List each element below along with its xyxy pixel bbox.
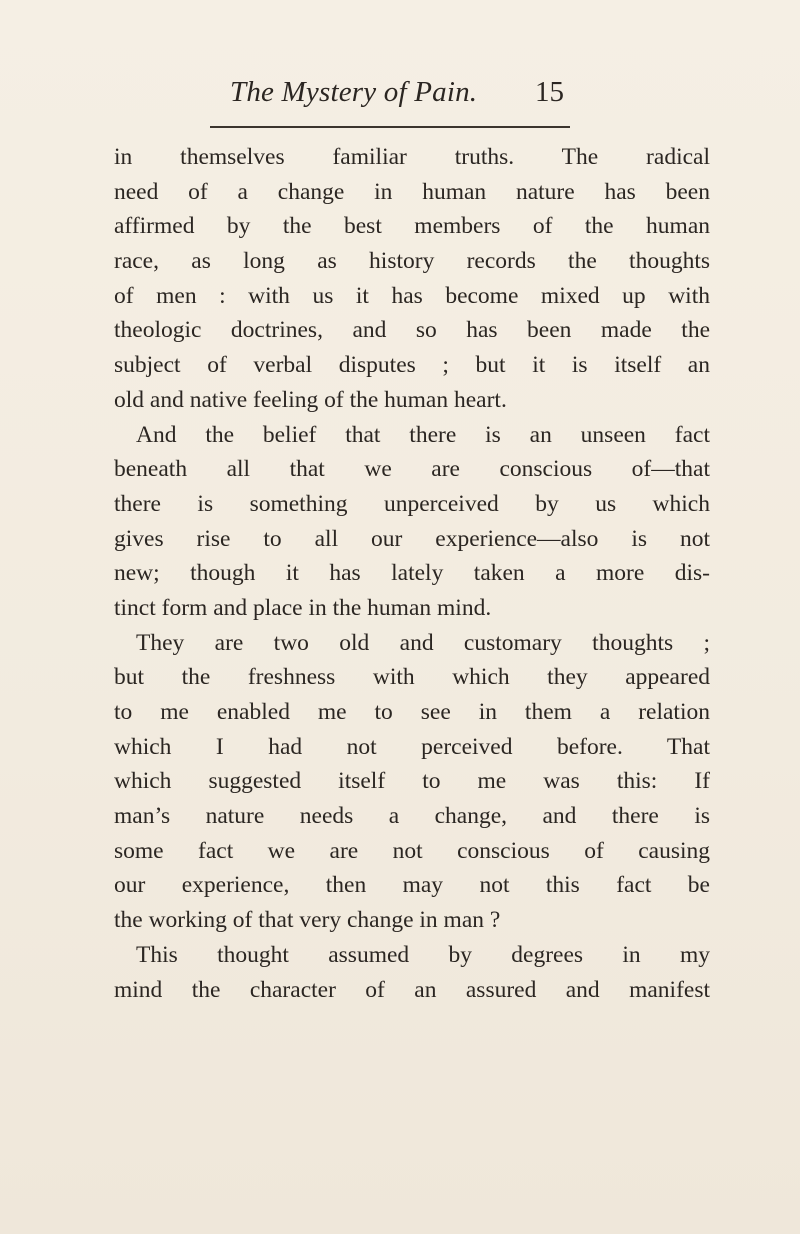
page-number: 15 xyxy=(535,76,564,108)
text-line: new; though it has lately taken a more dis- xyxy=(114,560,710,587)
text-line: theologic doctrines, and so has been made the xyxy=(114,317,710,344)
text-line: And the belief that there is an unseen fact xyxy=(136,421,710,448)
text-line: This thought assumed by degrees in my xyxy=(136,941,710,968)
body-text xyxy=(114,140,710,1007)
text-line: need of a change in human nature has been xyxy=(114,178,710,205)
text-line: to me enabled me to see in them a relation xyxy=(114,699,710,725)
text-line: mind the character of an assured and manifest xyxy=(114,976,710,1003)
text-line: gives rise to all our experience—also is not xyxy=(114,525,710,552)
text-line: which suggested itself to me was this: If xyxy=(114,768,710,795)
text-line: old and native feeling of the human heart. xyxy=(114,386,507,413)
text-line: some fact we are not conscious of causing xyxy=(114,837,710,864)
text-line: tinct form and place in the human mind. xyxy=(114,594,492,621)
running-head: The Mystery of Pain. xyxy=(230,76,478,108)
text-line: affirmed by the best members of the human xyxy=(114,213,710,240)
text-line: man’s nature needs a change, and there is xyxy=(114,803,710,830)
text-line: subject of verbal disputes ; but it is itself an xyxy=(114,352,710,379)
text-line: there is something unperceived by us which xyxy=(114,490,710,517)
page-header xyxy=(230,70,570,110)
text-line: beneath all that we are conscious of—that xyxy=(114,456,710,483)
text-line: race, as long as history records the thoughts xyxy=(114,248,710,275)
text-line: the working of that very change in man ? xyxy=(114,907,501,934)
text-line: which I had not perceived before. That xyxy=(114,733,710,760)
text-line: They are two old and customary thoughts ; xyxy=(136,629,710,656)
text-line: in themselves familiar truths. The radical xyxy=(114,144,710,170)
text-line: of men : with us it has become mixed up with xyxy=(114,282,710,309)
header-rule xyxy=(210,126,570,128)
text-line: but the freshness with which they appeared xyxy=(114,664,710,691)
text-line: our experience, then may not this fact be xyxy=(114,872,710,899)
